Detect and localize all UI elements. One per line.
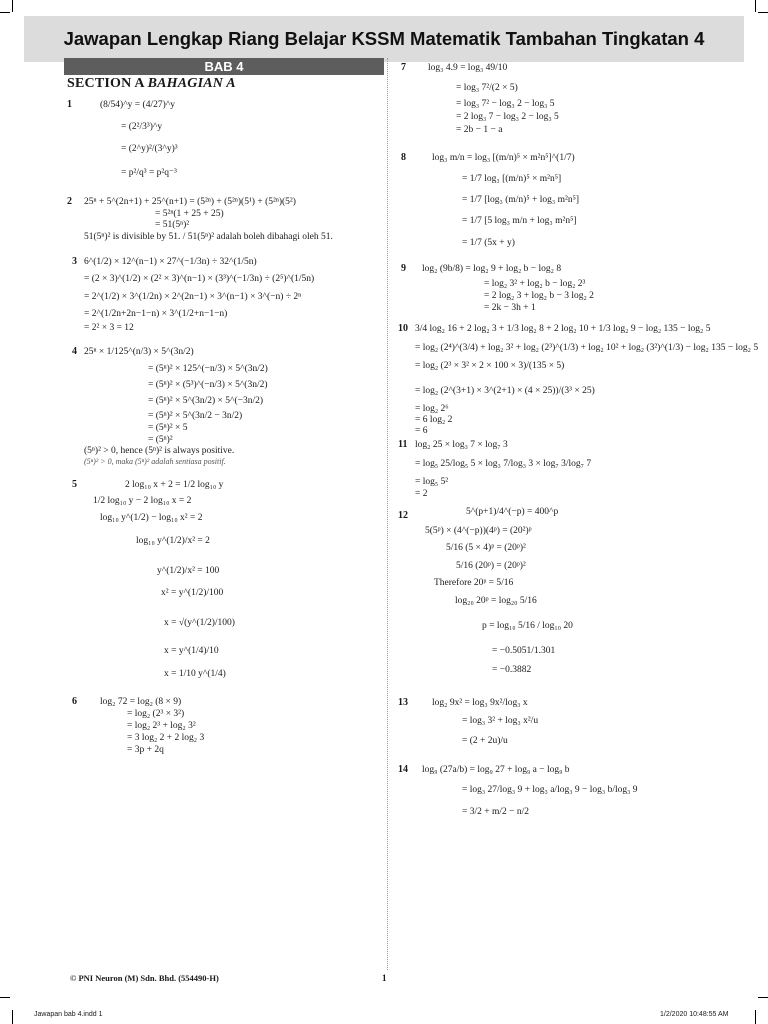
solution-line: = −0.5051/1.301 <box>492 646 556 656</box>
solution-line: = log₂ (2³ × 3²) <box>127 709 185 719</box>
solution-line: 6^(1/2) × 12^(n−1) × 27^(−1/3n) ÷ 32^(1/5n) <box>84 257 257 267</box>
solution-line: = 3/2 + m/2 − n/2 <box>462 807 530 817</box>
solution-line: = 2^(1/2n+2n−1−n) × 3^(1/2+n−1−n) <box>84 309 228 319</box>
question-number: 10 <box>398 323 408 334</box>
crop-mark <box>0 12 10 25</box>
solution-line: = 6 log₂ 2 <box>415 415 453 425</box>
crop-mark <box>0 997 10 998</box>
solution-line: = log₂ 2⁶ <box>415 404 449 414</box>
solution-line: log₂ 25 × log₃ 7 × log₇ 3 <box>415 440 508 450</box>
solution-line: Therefore 20ᵖ = 5/16 <box>434 578 514 588</box>
solution-line: 25ⁿ + 5^(2n+1) + 25^(n+1) = (5²ⁿ) + (5²ⁿ)(5¹) + (5²ⁿ)(5²) <box>84 197 296 207</box>
solution-line: = 1/7 (5x + y) <box>462 238 515 248</box>
solution-line: = 2² × 3 = 12 <box>84 323 134 333</box>
solution-line: 25ⁿ × 1/125^(n/3) × 5^(3n/2) <box>84 347 194 357</box>
solution-line: = log₂ (2³ × 3² × 2 × 100 × 3)/(135 × 5) <box>415 361 565 371</box>
solution-line: = (5ⁿ)² × (5³)^(−n/3) × 5^(3n/2) <box>148 380 268 390</box>
solution-line: y^(1/2)/x² = 100 <box>157 566 220 576</box>
solution-line: p = log₁₀ 5/16 / log₁₀ 20 <box>482 621 573 631</box>
page-title: Jawapan Lengkap Riang Belajar KSSM Matematik Tambahan Tingkatan 4 <box>63 28 705 49</box>
question-number: 11 <box>398 439 408 450</box>
crop-mark <box>12 1010 25 1024</box>
print-timestamp: 1/2/2020 10:48:55 AM <box>660 1011 729 1018</box>
solution-line: 1/2 log₁₀ y − 2 log₁₀ x = 2 <box>93 496 192 506</box>
solution-line: = (2^y)²/(3^y)³ <box>121 144 178 154</box>
crop-mark <box>758 997 768 998</box>
question-number: 7 <box>401 62 406 73</box>
solution-line: log₂ 72 = log₂ (8 × 9) <box>100 697 182 707</box>
solution-line: log₉ (27a/b) = log₉ 27 + log₉ a − log₉ b <box>422 765 570 775</box>
solution-line: = log₂ 3² + log₂ b − log₂ 2³ <box>484 279 586 289</box>
section-label: SECTION A <box>67 76 144 91</box>
solution-line: log₁₀ y^(1/2) − log₁₀ x² = 2 <box>100 513 203 523</box>
solution-line: x = 1/10 y^(1/4) <box>164 669 226 679</box>
solution-line: (8/54)^y = (4/27)^y <box>100 100 175 110</box>
solution-line: = p²/q³ = p²q⁻³ <box>121 168 177 178</box>
solution-line: = 1/7 [log₃ (m/n)⁵ + log₃ m²n⁵] <box>462 195 580 205</box>
solution-line: log₂ 9x² = log₃ 9x²/log₃ x <box>432 698 528 708</box>
solution-line: = log₃ 7² − log₃ 2 − log₃ 5 <box>456 99 555 109</box>
solution-line: = (5ⁿ)² × 5 <box>148 423 188 433</box>
question-number: 3 <box>72 256 77 267</box>
crop-mark <box>743 1010 756 1024</box>
solution-line: = (2 + 2u)/u <box>462 736 508 746</box>
solution-line: 5/16 (20ᵖ) = (20ᵖ)² <box>456 561 526 571</box>
solution-line: = (2 × 3)^(1/2) × (2² × 3)^(n−1) × (3³)^(−1/3n) ÷ (2⁵)^(1/5n) <box>84 274 315 284</box>
chapter-label: BAB 4 <box>204 59 244 74</box>
solution-line: = (5ⁿ)² × 5^(3n/2) × 5^(−3n/2) <box>148 396 264 406</box>
solution-line: = (5ⁿ)² × 5^(3n/2 − 3n/2) <box>148 411 243 421</box>
solution-line: log₃ m/n = log₃ [(m/n)⁵ × m²n⁵]^(1/7) <box>432 153 575 163</box>
copyright-notice: © PNI Neuron (M) Sdn. Bhd. (554490-H) <box>70 973 219 983</box>
chapter-bar <box>64 58 384 75</box>
question-number: 14 <box>398 764 408 775</box>
page-number: 1 <box>382 973 387 983</box>
solution-line: = 5²ⁿ(1 + 25 + 25) <box>155 209 224 219</box>
solution-line: x = √(y^(1/2)/100) <box>164 618 235 628</box>
solution-line: = (2²/3³)^y <box>121 122 163 132</box>
solution-line: (5ⁿ)² > 0, hence (5ⁿ)² is always positive. <box>84 446 235 456</box>
solution-line: = 3 log₂ 2 + 2 log₂ 3 <box>127 733 205 743</box>
solution-line: log₂ (9b/8) = log₂ 9 + log₂ b − log₂ 8 <box>422 264 562 274</box>
solution-line: 5/16 (5 × 4)ᵖ = (20ᵖ)² <box>446 543 526 553</box>
solution-line: = 2b − 1 − a <box>456 125 503 135</box>
solution-line: = 51(5ⁿ)² <box>155 220 190 230</box>
solution-line: = log₃ 3² + log₃ x²/u <box>462 716 539 726</box>
file-slug: Jawapan bab 4.indd 1 <box>34 1011 103 1018</box>
solution-line: = log₂ (2^(3+1) × 3^(2+1) × (4 × 25))/(3³ × 25) <box>415 386 595 396</box>
question-number: 12 <box>398 510 408 521</box>
solution-line: = 2^(1/2) × 3^(1/2n) × 2^(2n−1) × 3^(n−1) × 3^(−n) ÷ 2ⁿ <box>84 292 302 302</box>
solution-line: x² = y^(1/2)/100 <box>161 588 224 598</box>
solution-line: x = y^(1/4)/10 <box>164 646 219 656</box>
column-divider <box>387 58 388 970</box>
question-number: 4 <box>72 346 77 357</box>
page-header <box>24 16 744 62</box>
crop-mark <box>743 0 756 12</box>
solution-line: = log₃ 27/log₃ 9 + log₃ a/log₃ 9 − log₃ b/log₃ 9 <box>462 785 638 795</box>
solution-line: = log₅ 25/log₅ 5 × log₃ 7/log₃ 3 × log₇ 3/log₇ 7 <box>415 459 592 469</box>
solution-line: 51(5ⁿ)² is divisible by 51. / 51(5ⁿ)² adalah boleh dibahagi oleh 51. <box>84 232 333 242</box>
translation-note: (5ⁿ)² > 0, maka (5ⁿ)² adalah sentiasa positif. <box>84 457 226 466</box>
solution-line: = (5ⁿ)² × 125^(−n/3) × 5^(3n/2) <box>148 364 268 374</box>
solution-line: = log₂ (2⁴)^(3/4) + log₂ 3² + log₂ (2³)^(1/3) + log₂ 10² + log₂ (3²)^(1/3) − log₂ 135 − log₂ 5 <box>415 343 759 353</box>
question-number: 6 <box>72 696 77 707</box>
solution-line: 2 log₁₀ x + 2 = 1/2 log₁₀ y <box>125 480 224 490</box>
solution-line: = 6 <box>415 426 428 436</box>
solution-line: log₁₀ y^(1/2)/x² = 2 <box>136 536 210 546</box>
solution-line: = log₃ 7²/(2 × 5) <box>456 83 518 93</box>
solution-line: 3/4 log₂ 16 + 2 log₂ 3 + 1/3 log₂ 8 + 2 log₂ 10 + 1/3 log₂ 9 − log₂ 135 − log₂ 5 <box>415 324 711 334</box>
section-heading <box>67 76 236 92</box>
solution-line: 5(5ᵖ) × (4^(−p))(4ᵖ) = (20²)ᵖ <box>425 526 532 536</box>
question-number: 5 <box>72 479 77 490</box>
solution-line: = 2 <box>415 489 428 499</box>
solution-line: = (5ⁿ)² <box>148 435 173 445</box>
solution-line: log₂₀ 20ᵖ = log₂₀ 5/16 <box>455 596 537 606</box>
solution-line: log₃ 4.9 = log₃ 49/10 <box>428 63 508 73</box>
solution-line: = 3p + 2q <box>127 745 164 755</box>
question-number: 1 <box>67 99 72 110</box>
question-number: 13 <box>398 697 408 708</box>
solution-line: = log₅ 5² <box>415 477 449 487</box>
question-number: 2 <box>67 196 72 207</box>
solution-line: = log₂ 2³ + log₂ 3² <box>127 721 196 731</box>
question-number: 9 <box>401 263 406 274</box>
solution-line: = 1/7 [5 log₃ m/n + log₃ m²n⁵] <box>462 216 577 226</box>
solution-line: = 1/7 log₃ [(m/n)⁵ × m²n⁵] <box>462 174 562 184</box>
solution-line: = −0.3882 <box>492 665 532 675</box>
solution-line: = 2 log₃ 7 − log₃ 2 − log₃ 5 <box>456 112 559 122</box>
crop-mark <box>758 12 768 25</box>
solution-line: = 2 log₂ 3 + log₂ b − 3 log₂ 2 <box>484 291 594 301</box>
question-number: 8 <box>401 152 406 163</box>
solution-line: = 2k − 3h + 1 <box>484 303 536 313</box>
solution-line: 5^(p+1)/4^(−p) = 400^p <box>466 507 559 517</box>
section-label-ms: BAHAGIAN A <box>147 76 236 91</box>
crop-mark <box>12 0 25 12</box>
